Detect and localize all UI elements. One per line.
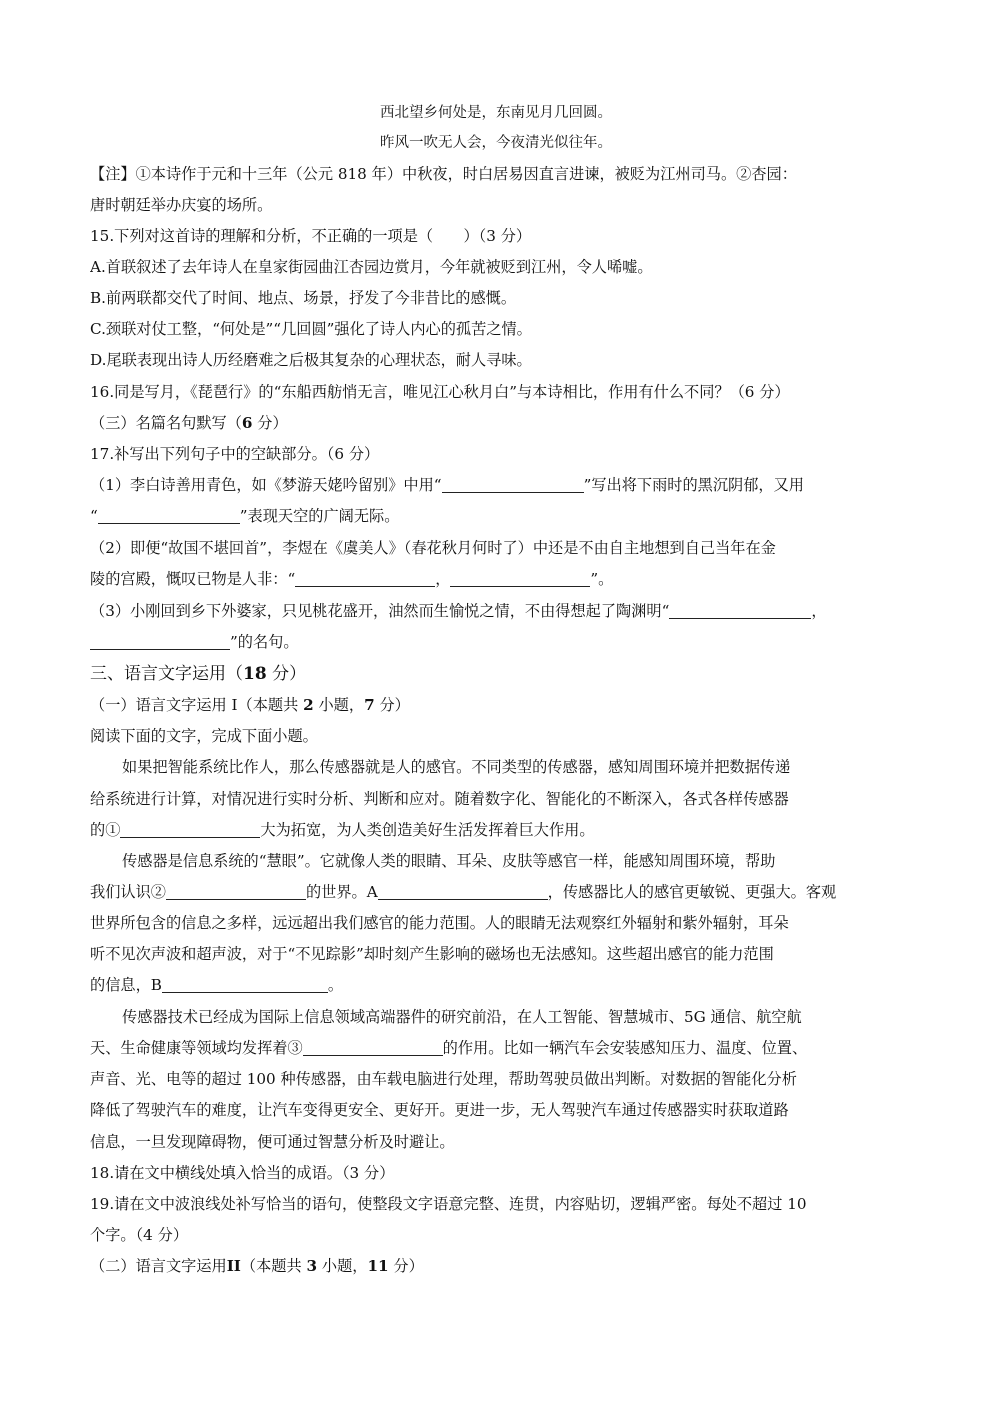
q17-3-text-c: ”的名句。 [230,633,299,651]
wavy-blank-a[interactable] [378,881,548,900]
section-3-pre: 三、语言文字运用（ [90,664,243,684]
sub1-count: 2 [303,696,314,714]
part-3-heading [90,408,904,439]
subsection-2-heading [90,1251,904,1282]
question-18: 18.请在文中横线处填入恰当的成语。（3 分） [90,1164,395,1182]
question-15-stem: 15.下列对这首诗的理解和分析，不正确的一项是（ ）（3 分） [90,227,532,245]
option-d: D.尾联表现出诗人历经磨难之后极其复杂的心理状态，耐人寻味。 [90,351,532,369]
wavy-blank-b[interactable] [162,974,328,993]
passage-text: 的作用。比如一辆汽车会安装感知压力、温度、位置、 [442,1039,808,1057]
q17-3-text-b: ， [811,602,827,620]
sub2-score: 11 [367,1257,389,1275]
q17-1-text-d: ”表现天空的广阔无际。 [239,507,400,525]
q17-item-1-line-2 [90,501,904,532]
passage-text: 的信息，B [90,976,162,994]
section-3-heading [90,659,904,690]
option-a: A.首联叙述了去年诗人在皇家街园曲江杏园边赏月，今年就被贬到江州，令人唏嘘。 [90,258,653,276]
answer-blank[interactable] [669,600,811,619]
option-c: C.颈联对仗工整，“何处是”“几回圆”强化了诗人内心的孤苦之情。 [90,320,532,338]
q17-item-3-line-1 [90,596,904,627]
note-line-2: 唐时朝廷举办庆宴的场所。 [90,196,273,214]
passage-text: 大为拓宽，为人类创造美好生活发挥着巨大作用。 [260,821,595,839]
q17-1-text-a: （1）李白诗善用青色，如《梦游天姥吟留别》中用“ [90,476,442,494]
passage-p3-line-1: 传感器技术已经成为国际上信息领域高端器件的研究前沿，在人工智能、智慧城市、5G 通信、航空航 [122,1008,802,1026]
reading-instruction: 阅读下面的文字，完成下面小题。 [90,727,318,745]
q17-item-2-line-1: （2）即便“故国不堪回首”，李煜在《虞美人》（春花秋月何时了）中还是不由自主地想到自己当年在金 [90,539,776,557]
sub2-roman: II [226,1257,241,1275]
passage-p3-line-5: 信息，一旦发现障碍物，便可通过智慧分析及时避让。 [90,1133,455,1151]
passage-text: ，传感器比人的感官更敏锐、更强大。客观 [547,883,837,901]
poem-line-1: 西北望乡何处是，东南见月几回圆。 [380,105,612,121]
q17-1-text-c: “ [90,507,98,525]
passage-p1-line-1: 如果把智能系统比作人，那么传感器就是人的感官。不同类型的传感器，感知周围环境并把数据传递 [122,758,791,776]
answer-blank[interactable] [120,819,260,838]
passage-p2-line-2 [90,877,904,908]
question-16: 16.同是写月，《琵琶行》的“东船西舫悄无言，唯见江心秋月白”与本诗相比，作用有什么不同？（6 分） [90,383,790,401]
answer-blank[interactable] [450,568,590,587]
q17-2-text-d: ”。 [590,570,614,588]
q17-item-1-line-1 [90,470,904,501]
sub2-count: 3 [306,1257,318,1275]
q17-item-2-line-2 [90,564,904,595]
q17-2-text-c: ， [435,570,451,588]
part-3-score: 6 [241,414,253,432]
q17-2-text-b: 陵的宫殿，慨叹已物是人非：“ [90,570,296,588]
passage-p2-line-5 [90,970,904,1001]
sub2-post: 分） [388,1257,424,1275]
q17-1-text-b: ”写出将下雨时的黑沉阴郁，又用 [583,476,804,494]
question-17-stem: 17.补写出下列句子中的空缺部分。（6 分） [90,445,380,463]
sub1-mid: 小题， [313,696,365,714]
passage-text: 的世界。A [305,883,378,901]
q17-3-text-a: （3）小刚回到乡下外婆家，只见桃花盛开，油然而生愉悦之情，不由得想起了陶渊明“ [90,602,670,620]
passage-text: 。 [327,976,344,994]
passage-p1-line-2: 给系统进行计算，对情况进行实时分析、判断和应对。随着数字化、智能化的不断深入，各式各样传感器 [90,790,789,808]
note-line-1: 【注】①本诗作于元和十三年（公元 818 年）中秋夜，时白居易因直言进谏，被贬为江州司马。②杏园： [90,165,797,183]
passage-p3-line-3: 声音、光、电等的超过 100 种传感器，由车载电脑进行处理，帮助驾驶员做出判断。对数据的智能化分析 [90,1070,797,1088]
answer-blank[interactable] [303,1037,443,1056]
sub1-score: 7 [364,696,375,714]
passage-p1-line-3 [90,815,904,846]
passage-text: 的① [90,821,121,839]
sub1-pre: （一）语言文字运用 I（本题共 [90,696,304,714]
part-3-post: 分） [252,414,288,432]
section-3-score: 18 [243,664,267,684]
poem-line-2: 昨风一吹无人会，今夜清光似往年。 [380,135,612,151]
passage-p3-line-2 [90,1033,904,1064]
passage-text: 天、生命健康等领域均发挥着③ [90,1039,303,1057]
sub2-pre: （二）语言文字运用 [90,1257,227,1275]
answer-blank[interactable] [166,881,306,900]
sub2-mid2: 小题， [317,1257,368,1275]
passage-p2-line-3: 世界所包含的信息之多样，远远超出我们感官的能力范围。人的眼睛无法观察红外辐射和紫外辐射，耳朵 [90,914,789,932]
passage-p2-line-4: 听不见次声波和超声波，对于“不见踪影”却时刻产生影响的磁场也无法感知。这些超出感官的能力范围 [90,945,774,963]
passage-p2-line-1: 传感器是信息系统的“慧眼”。它就像人类的眼睛、耳朵、皮肤等感官一样，能感知周围环境，帮助 [122,852,776,870]
passage-text: 我们认识② [90,883,166,901]
q17-item-3-line-2 [90,627,904,658]
section-3-post: 分） [266,664,307,684]
answer-blank[interactable] [442,474,584,493]
sub1-post: 分） [374,696,410,714]
option-b: B.前两联都交代了时间、地点、场景，抒发了今非昔比的感慨。 [90,289,517,307]
subsection-1-heading [90,690,904,721]
question-19-line-2: 个字。（4 分） [90,1226,189,1244]
part-3-pre: （三）名篇名句默写（ [90,414,242,432]
answer-blank[interactable] [90,631,230,650]
answer-blank[interactable] [295,568,435,587]
passage-p3-line-4: 降低了驾驶汽车的难度，让汽车变得更安全、更好开。更进一步，无人驾驶汽车通过传感器实时获取道路 [90,1101,789,1119]
question-19-line-1: 19.请在文中波浪线处补写恰当的语句，使整段文字语意完整、连贯，内容贴切，逻辑严密。每处不超过 10 [90,1195,807,1213]
sub2-mid: （本题共 [240,1257,307,1275]
answer-blank[interactable] [98,505,240,524]
